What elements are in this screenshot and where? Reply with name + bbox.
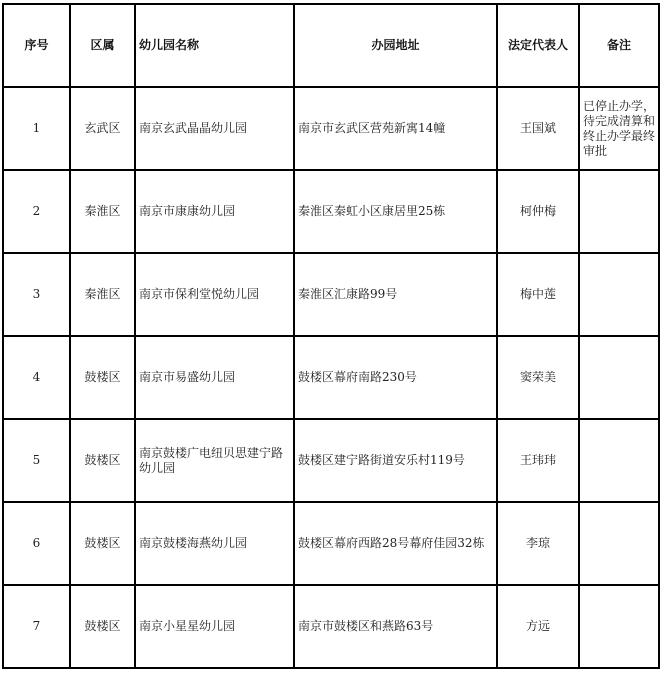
cell-remarks xyxy=(579,336,659,419)
cell-address: 南京市鼓楼区和燕路63号 xyxy=(294,585,497,668)
cell-remarks: 已停止办学，待完成清算和终止办学最终审批 xyxy=(579,87,659,170)
cell-district: 鼓楼区 xyxy=(70,336,135,419)
cell-district: 鼓楼区 xyxy=(70,585,135,668)
cell-legal-rep: 窦荣美 xyxy=(497,336,579,419)
cell-legal-rep: 梅中莲 xyxy=(497,253,579,336)
cell-remarks xyxy=(579,419,659,502)
cell-remarks xyxy=(579,253,659,336)
table-row xyxy=(3,253,659,336)
cell-name: 南京玄武晶晶幼儿园 xyxy=(135,87,294,170)
header-name: 幼儿园名称 xyxy=(135,4,294,87)
header-district: 区属 xyxy=(70,4,135,87)
header-remarks: 备注 xyxy=(579,4,659,87)
cell-address: 南京市玄武区营苑新寓14幢 xyxy=(294,87,497,170)
cell-district: 秦淮区 xyxy=(70,170,135,253)
cell-name: 南京鼓楼海燕幼儿园 xyxy=(135,502,294,585)
cell-address: 秦淮区汇康路99号 xyxy=(294,253,497,336)
cell-legal-rep: 方远 xyxy=(497,585,579,668)
cell-legal-rep: 李琼 xyxy=(497,502,579,585)
cell-legal-rep: 王国斌 xyxy=(497,87,579,170)
header-row xyxy=(3,4,659,87)
cell-remarks xyxy=(579,502,659,585)
cell-name: 南京市康康幼儿园 xyxy=(135,170,294,253)
cell-district: 鼓楼区 xyxy=(70,419,135,502)
cell-name: 南京市保利堂悦幼儿园 xyxy=(135,253,294,336)
table-row xyxy=(3,419,659,502)
header-index: 序号 xyxy=(3,4,70,87)
cell-legal-rep: 王玮玮 xyxy=(497,419,579,502)
cell-district: 鼓楼区 xyxy=(70,502,135,585)
cell-index: 2 xyxy=(3,170,70,253)
header-address: 办园地址 xyxy=(294,4,497,87)
cell-remarks xyxy=(579,585,659,668)
table-row xyxy=(3,87,659,170)
table-row xyxy=(3,502,659,585)
cell-legal-rep: 柯仲梅 xyxy=(497,170,579,253)
cell-remarks xyxy=(579,170,659,253)
cell-name: 南京市易盛幼儿园 xyxy=(135,336,294,419)
cell-address: 鼓楼区建宁路街道安乐村119号 xyxy=(294,419,497,502)
cell-name: 南京小星星幼儿园 xyxy=(135,585,294,668)
cell-index: 6 xyxy=(3,502,70,585)
cell-address: 鼓楼区幕府南路230号 xyxy=(294,336,497,419)
kindergarten-table xyxy=(2,3,660,669)
cell-index: 5 xyxy=(3,419,70,502)
cell-index: 1 xyxy=(3,87,70,170)
table-row xyxy=(3,336,659,419)
cell-district: 秦淮区 xyxy=(70,253,135,336)
cell-address: 秦淮区秦虹小区康居里25栋 xyxy=(294,170,497,253)
cell-index: 3 xyxy=(3,253,70,336)
cell-name: 南京鼓楼广电纽贝思建宁路幼儿园 xyxy=(135,419,294,502)
table-row xyxy=(3,585,659,668)
table-row xyxy=(3,170,659,253)
cell-index: 4 xyxy=(3,336,70,419)
cell-district: 玄武区 xyxy=(70,87,135,170)
header-legal-rep: 法定代表人 xyxy=(497,4,579,87)
cell-index: 7 xyxy=(3,585,70,668)
cell-address: 鼓楼区幕府西路28号幕府佳园32栋 xyxy=(294,502,497,585)
